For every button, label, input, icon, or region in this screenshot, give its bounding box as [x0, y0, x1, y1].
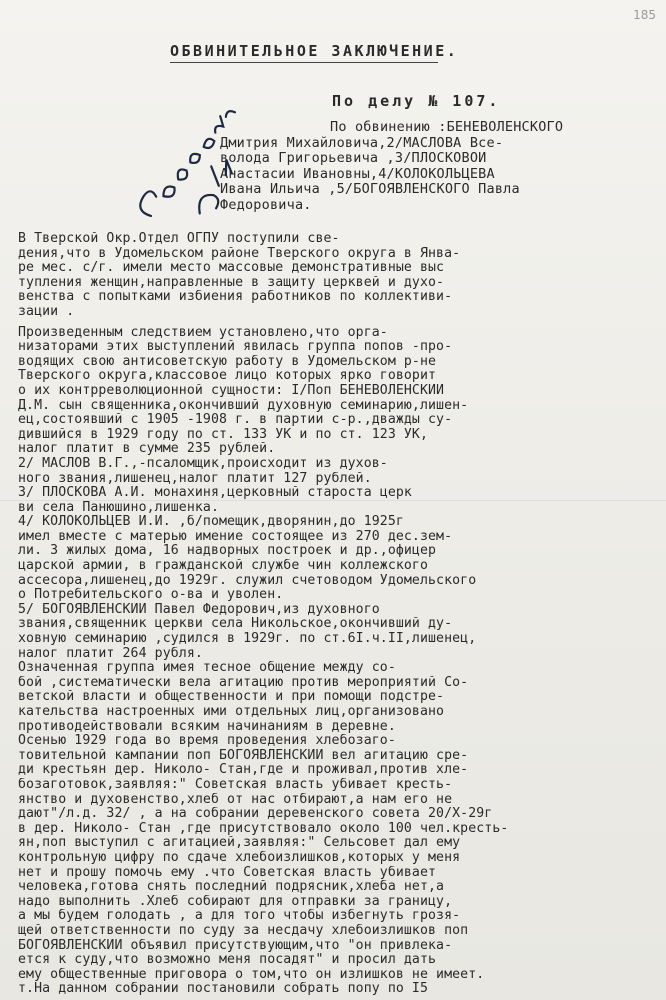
body-line: человека,готова снять последний подрясник,хлеба нет,а: [18, 880, 445, 895]
body-line: ется к суду,что возможно меня посадят" и просил дать: [18, 953, 437, 968]
body-line: янство и духовенство,хлеб от нас отбирают,а нам его не: [18, 792, 453, 807]
body-line: Означенная группа имея тесное общение между со-: [18, 661, 396, 676]
accusation-line: Ивана Ильича ,5/БОГОЯВЛЕНСКОГО Павла: [220, 182, 520, 197]
body-line: водящих свою антисоветскую работу в Удомельском р-не: [18, 354, 437, 369]
body-line: Произведенным следствием установлено,что орга-: [18, 325, 388, 340]
body-line: 2/ МАСЛОВ В.Г.,-псаломщик,происходит из духов-: [18, 456, 388, 471]
body-line: ре мес. с/г. имели место массовые демонстративные выс: [18, 261, 445, 276]
body-line: товительной кампании поп БОГОЯВЛЕНСКИЙ вел агитацию сре-: [18, 748, 469, 763]
body-line: дают"/л.д. 32/ , а на собрании деревенского совета 20/X-29г: [18, 807, 493, 822]
accusation-line: Дмитрия Михайловича,2/МАСЛОВА Все-: [220, 135, 504, 151]
accusation-line: Анастасии Ивановны,4/КОЛОКОЛЬЦЕВА: [220, 166, 495, 182]
body-line: низаторами этих выступлений явилась группа попов -про-: [18, 340, 453, 355]
body-line: бозаготовок,заявляя:" Советская власть убивает кресть-: [18, 777, 453, 792]
accusation-line: По обвинению :БЕНЕВОЛЕНСКОГО: [330, 120, 564, 135]
body-line: царской армии, в гражданской службе чин коллежского: [18, 559, 429, 574]
body-line: звания,священник церкви села Никольское,окончивший ду-: [18, 617, 453, 632]
document-title: ОБВИНИТЕЛЬНОЕ ЗАКЛЮЧЕНИЕ.: [170, 42, 459, 60]
body-line: ему общественные приговора о том,что он излишков не имеет.: [18, 967, 485, 982]
body-line: ян,поп выступил с агитацией,заявляя:" Сельсовет дал ему: [18, 836, 461, 851]
body-line: ховную семинарию ,судился в 1929г. по ст.6I.ч.II,лишенец,: [18, 632, 477, 647]
body-line: в дер. Николо- Стан ,где присутствовало около 100 чел.кресть-: [18, 821, 509, 836]
body-line: венства с попытками избиения работников по коллективи-: [18, 290, 453, 305]
body-line: ного звания,лишенец,налог платит 127 рублей.: [18, 471, 372, 486]
body-line: ди крестьян дер. Николо- Стан,где и проживал,против хле-: [18, 763, 469, 778]
body-line: имел вместе с матерью имение состоящее из 270 дес.зем-: [18, 529, 453, 544]
body-line: налог платит в сумме 235 рублей.: [18, 442, 276, 457]
body-line: бой ,систематически вела агитацию против мероприятий Со-: [18, 675, 469, 690]
body-line: В Тверской Окр.Отдел ОГПУ поступили све-: [18, 232, 340, 246]
accusation-line: волода Григорьевича ,3/ПЛОСКОВОЙ: [220, 151, 487, 166]
body-line: контрольную цифру по сдаче хлебоизлишков,которых у меня: [18, 850, 461, 865]
accusation-block: [220, 120, 650, 213]
body-line: 4/ КОЛОКОЛЬЦЕВ И.И. ,б/помещик,дворянин,до 1925г: [18, 515, 404, 530]
body-line: дившийся в 1929 году по ст. 133 УК и по ст. 123 УК,: [18, 427, 429, 442]
body-line: т.На данном собрании постановили собрать попу по I5: [18, 982, 429, 997]
body-line: зации .: [18, 304, 75, 319]
body-line: а мы будем голодать , а для того чтобы избегнуть грозя-: [18, 909, 461, 924]
body-line: ви села Панюшино,лишенка.: [18, 500, 219, 515]
body-line: кательства настроенных ими отдельных лиц,организовано: [18, 705, 445, 719]
body-line: о их контрреволюционной сущности: I/Поп БЕНЕВОЛЕНСКИЙ: [18, 383, 445, 398]
body-line: нет и прошу помочь ему .что Советская власть убивает: [18, 865, 437, 880]
title-underline: [170, 62, 438, 63]
body-line: тупления женщин,направленные в защиту церквей и духо-: [18, 275, 445, 290]
body-line: противодействовали всяким начинаниям в деревне.: [18, 719, 396, 734]
body-line: дения,что в Удомельском районе Тверского округа в Янва-: [18, 246, 461, 261]
body-line: ассесора,лишенец,до 1929г. служил счетоводом Удомельского: [18, 573, 477, 588]
body-line: щей ответственности по суду за несдачу хлебоизлишков поп: [18, 923, 469, 938]
body-line: Осенью 1929 года во время проведения хлебозаго-: [18, 734, 396, 749]
body-line: налог платит 264 рубля.: [18, 646, 203, 661]
body-line: ец,состоявший с 1905 -1908 г. в партии с-р.,дважды су-: [18, 413, 453, 428]
body-line: Тверского округа,классовое лицо которых ярко говорит: [18, 369, 437, 384]
page-number: 185: [633, 8, 656, 22]
body-line: 5/ БОГОЯВЛЕНСКИЙ Павел Федорович,из духовного: [18, 602, 380, 617]
body-line: ли. 3 жилых дома, 16 надворных построек и др.,офицер: [18, 544, 437, 559]
body-line: ветской власти и общественности и при помощи подстре-: [18, 690, 445, 705]
case-number: По делу № 107.: [332, 92, 501, 110]
body-line: БОГОЯВЛЕНСКИЙ объявил присутствующим,что "он привлека-: [18, 938, 453, 953]
body-line: о Потребительского о-ва и уволен.: [18, 588, 284, 603]
body-line: 3/ ПЛОСКОВА А.И. монахиня,церковный староста церк: [18, 486, 412, 501]
stamp-text: Согласен 16/II: [116, 105, 125, 106]
body-line: надо выполнить .Хлеб собирают для отправки за границу,: [18, 894, 453, 909]
accusation-line: Федоровича.: [220, 197, 312, 213]
document-body: [18, 232, 650, 997]
body-line: Д.М. сын священника,окончивший духовную семинарию,лишен-: [18, 398, 469, 413]
